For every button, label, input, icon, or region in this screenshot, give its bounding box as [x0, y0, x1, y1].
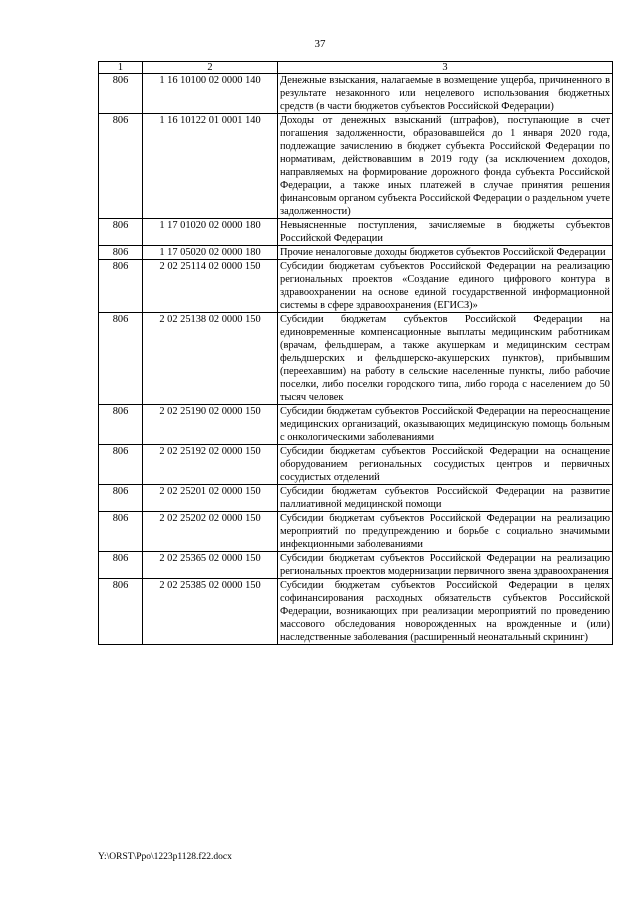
- budget-codes-table: [98, 61, 613, 645]
- table-row: [99, 579, 613, 645]
- admin-code-cell: 806: [99, 579, 143, 645]
- table-row: [99, 313, 613, 405]
- table-row: [99, 445, 613, 485]
- table-row: [99, 485, 613, 512]
- revenue-name-cell: Субсидии бюджетам субъектов Российской Федерации на реализацию региональных проектов «Создание единого цифрового контура в здравоохранении на основе единой государственной информационной системы в сфере здравоохранения (ЕГИСЗ)»: [278, 260, 613, 313]
- table-row: [99, 74, 613, 114]
- revenue-code-cell: 2 02 25201 02 0000 150: [143, 485, 278, 512]
- admin-code-cell: 806: [99, 114, 143, 219]
- revenue-code-cell: 1 17 01020 02 0000 180: [143, 219, 278, 246]
- revenue-name-cell: Субсидии бюджетам субъектов Российской Федерации в целях софинансирования расходных обязательств субъектов Российской Федерации, возникающих при реализации мероприятий по проведению массового обследования новорожденных на врожденные и (или) наследственные заболевания (расширенный неонатальный скрининг): [278, 579, 613, 645]
- column-header-2: 2: [143, 62, 278, 74]
- table-row: [99, 246, 613, 260]
- table-row: [99, 512, 613, 552]
- admin-code-cell: 806: [99, 552, 143, 579]
- table-row: [99, 552, 613, 579]
- admin-code-cell: 806: [99, 445, 143, 485]
- admin-code-cell: 806: [99, 219, 143, 246]
- admin-code-cell: 806: [99, 405, 143, 445]
- revenue-name-cell: Субсидии бюджетам субъектов Российской Федерации на развитие паллиативной медицинской помощи: [278, 485, 613, 512]
- admin-code-cell: 806: [99, 512, 143, 552]
- revenue-name-cell: Прочие неналоговые доходы бюджетов субъектов Российской Федерации: [278, 246, 613, 260]
- revenue-code-cell: 1 17 05020 02 0000 180: [143, 246, 278, 260]
- table-row: [99, 260, 613, 313]
- file-path-footer: Y:\ORST\Ppo\1223p1128.f22.docx: [98, 852, 232, 862]
- revenue-name-cell: Субсидии бюджетам субъектов Российской Федерации на единовременные компенсационные выплаты медицинским работникам (врачам, фельдшерам, а также акушеркам и медицинским сестрам фельдшерских и фельдшерско-акушерских пунктов), прибывшим (переехавшим) на работу в сельские населенные пункты, либо рабочие поселки, либо поселки городского типа, либо города с населением до 50 тысяч человек: [278, 313, 613, 405]
- revenue-name-cell: Доходы от денежных взысканий (штрафов), поступающие в счет погашения задолженности, образовавшейся до 1 января 2020 года, подлежащие зачислению в бюджет субъекта Российской Федерации по нормативам, действовавшим в 2019 году (за исключением доходов, направляемых на формирование дорожного фонда субъекта Российской Федерации, а также иных платежей в случае принятия решения финансовым органом субъекта Российской Федерации о раздельном учете задолженности): [278, 114, 613, 219]
- revenue-name-cell: Субсидии бюджетам субъектов Российской Федерации на переоснащение медицинских организаций, оказывающих медицинскую помощь больным с онкологическими заболеваниями: [278, 405, 613, 445]
- revenue-code-cell: 2 02 25114 02 0000 150: [143, 260, 278, 313]
- column-header-3: 3: [278, 62, 613, 74]
- column-header-1: 1: [99, 62, 143, 74]
- revenue-code-cell: 2 02 25192 02 0000 150: [143, 445, 278, 485]
- table-body: [99, 74, 613, 645]
- admin-code-cell: 806: [99, 313, 143, 405]
- table-row: [99, 114, 613, 219]
- admin-code-cell: 806: [99, 260, 143, 313]
- revenue-name-cell: Субсидии бюджетам субъектов Российской Федерации на реализацию региональных проектов модернизации первичного звена здравоохранения: [278, 552, 613, 579]
- revenue-code-cell: 2 02 25138 02 0000 150: [143, 313, 278, 405]
- page-number: 37: [314, 38, 326, 50]
- admin-code-cell: 806: [99, 74, 143, 114]
- admin-code-cell: 806: [99, 485, 143, 512]
- revenue-code-cell: 1 16 10100 02 0000 140: [143, 74, 278, 114]
- admin-code-cell: 806: [99, 246, 143, 260]
- revenue-code-cell: 2 02 25190 02 0000 150: [143, 405, 278, 445]
- revenue-code-cell: 2 02 25202 02 0000 150: [143, 512, 278, 552]
- revenue-code-cell: 2 02 25365 02 0000 150: [143, 552, 278, 579]
- revenue-name-cell: Невыясненные поступления, зачисляемые в бюджеты субъектов Российской Федерации: [278, 219, 613, 246]
- revenue-name-cell: Субсидии бюджетам субъектов Российской Федерации на оснащение оборудованием региональных сосудистых центров и первичных сосудистых отделений: [278, 445, 613, 485]
- revenue-code-cell: 2 02 25385 02 0000 150: [143, 579, 278, 645]
- table-header-row: [99, 62, 613, 74]
- table-row: [99, 219, 613, 246]
- revenue-name-cell: Субсидии бюджетам субъектов Российской Федерации на реализацию мероприятий по предупреждению и борьбе с социально значимыми инфекционными заболеваниями: [278, 512, 613, 552]
- table-row: [99, 405, 613, 445]
- revenue-name-cell: Денежные взыскания, налагаемые в возмещение ущерба, причиненного в результате незаконного или нецелевого использования бюджетных средств (в части бюджетов субъектов Российской Федерации): [278, 74, 613, 114]
- revenue-code-cell: 1 16 10122 01 0001 140: [143, 114, 278, 219]
